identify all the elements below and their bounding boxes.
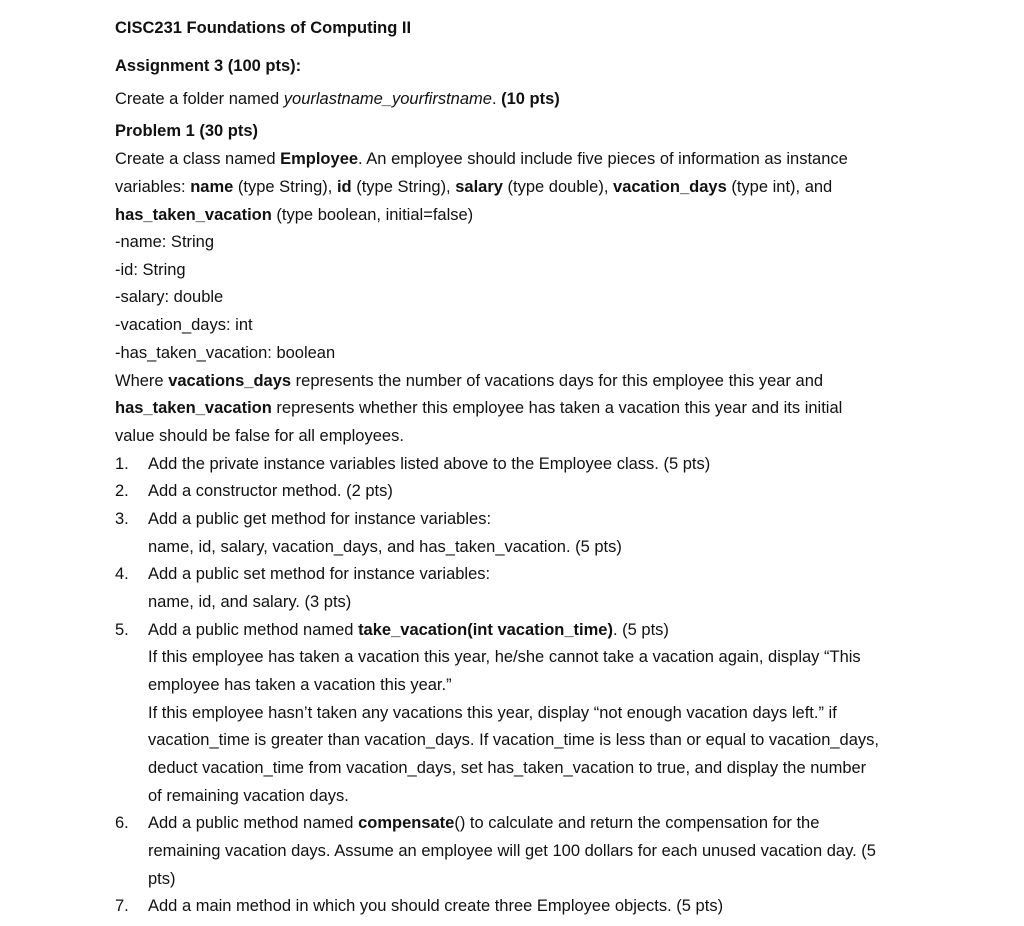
where-line-2: has_taken_vacation represents whether this employee has taken a vacation this year and its initial xyxy=(115,399,843,417)
list-item-text: Add a public get method for instance variables: xyxy=(148,510,492,528)
list-item-text: Add a public method named compensate() to calculate and return the compensation for the xyxy=(148,814,820,832)
field-salary: -salary: double xyxy=(115,288,224,306)
list-item-text: Add a public method named take_vacation(int vacation_time). (5 pts) xyxy=(148,621,669,639)
list-item-text: If this employee has taken a vacation this year, he/she cannot take a vacation again, display “This xyxy=(148,648,861,666)
list-item-text: Add a public set method for instance variables: xyxy=(148,565,491,583)
list-number: 4. xyxy=(115,565,129,583)
list-item-text: Add a constructor method. (2 pts) xyxy=(148,482,393,500)
list-item-text: name, id, salary, vacation_days, and has_taken_vacation. (5 pts) xyxy=(148,538,622,556)
list-number: 2. xyxy=(115,482,129,500)
list-item-text: deduct vacation_time from vacation_days, set has_taken_vacation to true, and display the number xyxy=(148,759,867,777)
field-vacation-days: -vacation_days: int xyxy=(115,316,253,334)
list-item-text: Add the private instance variables listed above to the Employee class. (5 pts) xyxy=(148,455,711,473)
assignment-heading: Assignment 3 (100 pts): xyxy=(115,57,302,75)
list-item-text: name, id, and salary. (3 pts) xyxy=(148,593,352,611)
list-number: 3. xyxy=(115,510,129,528)
list-item-text: pts) xyxy=(148,870,176,888)
field-id: -id: String xyxy=(115,261,186,279)
where-line-1: Where vacations_days represents the number of vacations days for this employee this year and xyxy=(115,372,824,390)
list-item-text: vacation_time is greater than vacation_days. If vacation_time is less than or equal to vacation_days, xyxy=(148,731,879,749)
list-item-text: remaining vacation days. Assume an employee will get 100 dollars for each unused vacation day. (5 xyxy=(148,842,876,860)
list-number: 7. xyxy=(115,897,129,915)
problem-heading: Problem 1 (30 pts) xyxy=(115,122,259,140)
list-item-text: If this employee hasn’t taken any vacations this year, display “not enough vacation days left.” if xyxy=(148,704,837,722)
folder-instruction: Create a folder named yourlastname_yourfirstname. (10 pts) xyxy=(115,90,560,108)
intro-line-3: has_taken_vacation (type boolean, initial=false) xyxy=(115,206,474,224)
list-item-text: of remaining vacation days. xyxy=(148,787,349,805)
intro-line-1: Create a class named Employee. An employee should include five pieces of information as instance xyxy=(115,150,848,168)
list-number: 1. xyxy=(115,455,129,473)
field-name: -name: String xyxy=(115,233,215,251)
where-line-3: value should be false for all employees. xyxy=(115,427,404,445)
field-has-taken-vacation: -has_taken_vacation: boolean xyxy=(115,344,336,362)
list-item-text: Add a main method in which you should create three Employee objects. (5 pts) xyxy=(148,897,724,915)
intro-line-2: variables: name (type String), id (type String), salary (type double), vacation_days (type int), and xyxy=(115,178,833,196)
course-title: CISC231 Foundations of Computing II xyxy=(115,19,412,37)
list-number: 5. xyxy=(115,621,129,639)
list-item-text: employee has taken a vacation this year.” xyxy=(148,676,452,694)
list-number: 6. xyxy=(115,814,129,832)
